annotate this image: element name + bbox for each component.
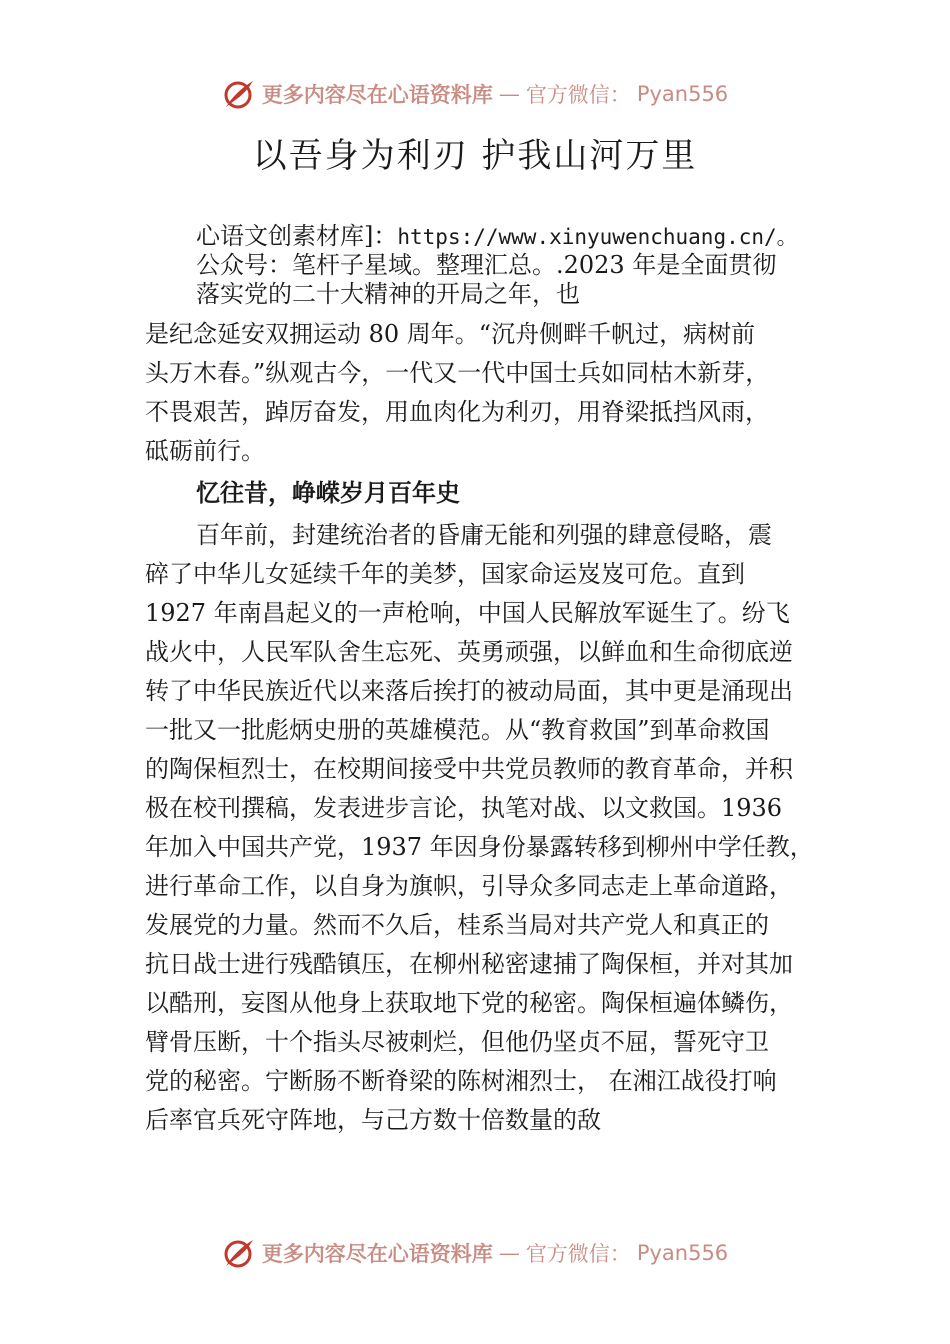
watermark-text: 更多内容尽在心语资料库 — [261, 82, 493, 107]
body-line: 百年前，封建统治者的昏庸无能和列强的肆意侵略，震 — [196, 521, 772, 549]
body-line: 一批又一批彪炳史册的英雄模范。从“教育救国”到革命救国 — [145, 716, 770, 744]
body-line: 极在校刊撰稿，发表进步言论，执笔对战、以文救国。1936 — [145, 794, 783, 822]
watermark-banner-top — [0, 74, 950, 114]
body-line: 1927 年南昌起义的一声枪响，中国人民解放军诞生了。纷飞 — [145, 599, 790, 627]
watermark-wechat-label: 官方微信： — [525, 1242, 631, 1266]
watermark-wechat-id: Pyan556 — [636, 82, 729, 106]
body-line: 战火中，人民军队舍生忘死、英勇顽强，以鲜血和生命彻底逆 — [145, 638, 793, 666]
source-url: https://www.xinyuwenchuang.cn/。 — [397, 225, 798, 249]
body-line: 的陶保桓烈士，在校期间接受中共党员教师的教育革命，并积 — [145, 755, 793, 783]
body-line: 抗日战士进行残酷镇压，在柳州秘密逮捕了陶保桓，并对其加 — [145, 950, 793, 978]
section-heading: 忆往昔，峥嵘岁月百年史 — [196, 479, 460, 507]
watermark-text: 更多内容尽在心语资料库 — [261, 1241, 493, 1266]
watermark-banner-bottom — [0, 1233, 950, 1273]
body-line: 发展党的力量。然而不久后，桂系当局对共产党人和真正的 — [145, 911, 769, 939]
quill-logo-icon — [222, 1236, 256, 1270]
intro-line: 不畏艰苦，踔厉奋发，用血肉化为利刃，用脊梁抵挡风雨， — [145, 398, 769, 426]
article-title: 以吾身为利刃 护我山河万里 — [252, 136, 698, 176]
watermark-wechat-id: Pyan556 — [636, 1241, 729, 1265]
source-label: 心语文创素材库]： — [196, 222, 398, 250]
body-line: 党的秘密。宁断肠不断脊梁的陈树湘烈士， 在湘江战役打响 — [145, 1067, 777, 1095]
body-line: 年加入中国共产党，1937 年因身份暴露转移到柳州中学任教， — [145, 833, 814, 861]
intro-line: 是纪念延安双拥运动 80 周年。“沉舟侧畔千帆过，病树前 — [145, 320, 756, 348]
source-line-3: 落实党的二十大精神的开局之年，也 — [196, 280, 580, 308]
quill-logo-icon — [222, 77, 256, 111]
body-line: 臂骨压断，十个指头尽被刺烂，但他仍坚贞不屈，誓死守卫 — [145, 1028, 769, 1056]
intro-line: 砥砺前行。 — [145, 437, 265, 465]
body-line: 后率官兵死守阵地，与己方数十倍数量的敌 — [145, 1106, 601, 1134]
watermark-separator: — — [498, 1241, 520, 1265]
body-line: 碎了中华儿女延续千年的美梦，国家命运岌岌可危。直到 — [145, 560, 745, 588]
body-line: 进行革命工作，以自身为旗帜，引导众多同志走上革命道路， — [145, 872, 793, 900]
watermark-wechat-label: 官方微信： — [525, 83, 631, 107]
watermark-separator: — — [498, 82, 520, 106]
body-line: 以酷刑，妄图从他身上获取地下党的秘密。陶保桓遍体鳞伤， — [145, 989, 793, 1017]
body-line: 转了中华民族近代以来落后挨打的被动局面，其中更是涌现出 — [145, 677, 793, 705]
intro-line: 头万木春。”纵观古今，一代又一代中国士兵如同枯木新芽， — [145, 359, 770, 387]
source-line-2: 公众号：笔杆子星域。整理汇总。.2023 年是全面贯彻 — [196, 251, 777, 279]
